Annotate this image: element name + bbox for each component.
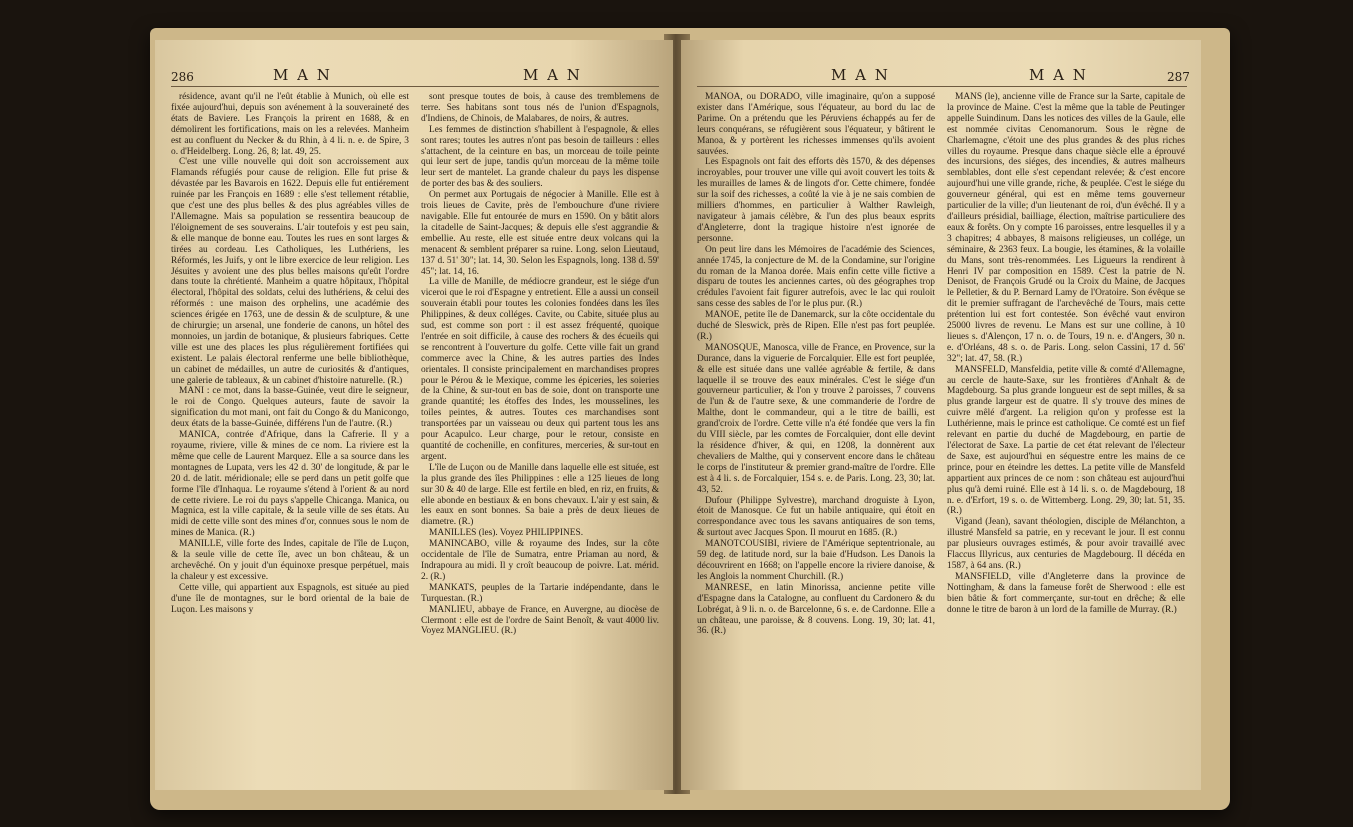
head-rule [697,86,1187,87]
running-head-right: M A N [523,66,582,84]
paragraph: Cette ville, qui appartient aux Espagnols, est située au pied d'une île de montagnes, sur le bord oriental de la baie de Luçon. Les maisons y [171,582,409,615]
page-number: 287 [1167,70,1190,84]
left-page-column-1 [171,92,409,616]
paragraph: MANLIEU, abbaye de France, en Auvergne, au diocèse de Clermont : elle est de l'ordre de Saint Benoît, & vaut 4000 liv. Voyez MANGLIEU. (R.) [421,604,659,637]
paragraph: C'est une ville nouvelle qui doit son accroissement aux Flamands réfugiés pour cause de religion. Elle fut prise & dévastée par les Bavarois en 1622. Depuis elle fut entiérement ruinée par les François en 1689 : elle s'est tellement rétablie, que c'est une des plus belles & des plus agréables villes de l'Allemagne. Mais sa population se ressentira beaucoup de l'éloignement de ses souverains. L'air toutefois y est peu sain, & elle manque de bonne eau. Toutes les rues en sont larges & tirées au cordeau. Les Catholiques, les Luthériens, les Réformés, les Juifs, y ont le libre exercice de leur religion. Les Jésuites y avoient une des plus belles maisons qu'eût l'ordre dans toute la chrétienté. Manheim a quatre hôpitaux, l'hôpital électoral, l'hôpital des soldats, celui des luthériens, & celui des réformés : une maison des orphelins, une académie des sciences érigée en 1763, une de dessin & de sculpture, & une de chirurgie; un arsenal, une fonderie de canons, un hôtel des monnoies, un jardin de botanique, & plusieurs fabriques. Cette ville est une des places les plus régulièrement fortifiées qui existent. Le palais électoral renferme une belle bibliothèque, un cabinet de médailles, un autre de curiosités & d'antiques, une galerie de tableaux, & un cabinet d'histoire naturelle. (R.) [171,157,409,386]
head-rule [171,86,659,87]
running-head-right: M A N [1029,66,1088,84]
paragraph: MANOSQUE, Manosca, ville de France, en Provence, sur la Durance, dans la viguerie de Forcalquier. Elle est fort peuplée, & elle est située dans une vallée agréable & fertile, & dans laquelle il se trouve des eaux minérales. C'est le siége d'un gouverneur particulier, & l'on y trouve 2 paroisses, 7 couvens de l'un & de l'autre sexe, & une commanderie de l'ordre de Malthe, dont le commandeur, qui a le titre de bailli, est grand'croix de l'ordre. Cette ville n'a été fondée que vers la fin du VIII siècle, par les comtes de Forcalquier, dont elle devint la résidence d'hiver, & qui, en 1208, la donnèrent aux chevaliers de Malthe, qui y conservent encore dans le château le corps de l'instituteur & premier grand-maître de l'ordre. Elle est à 4 li. s. de Forcalquier, 154 s. e. de Paris. Long. 23, 30; lat. 43, 52. [697,342,935,495]
paragraph: MANOA, ou DORADO, ville imaginaire, qu'on a supposé exister dans l'Amérique, sous l'équateur, au bord du lac de Parime. On a prétendu que les Péruviens échappés au fer de leurs conquérans, se réfugièrent sous l'équateur, y bâtirent le Manoa, & y portèrent les richesses immenses qu'ils avoient sauvées. [697,92,935,157]
page-number: 286 [171,70,194,84]
paragraph: MANKATS, peuples de la Tartarie indépendante, dans le Turquestan. (R.) [421,582,659,604]
paragraph: MANRESE, en latin Minorissa, ancienne petite ville d'Espagne dans la Catalogne, au confluent du Cardonero & du Lobrégat, à 9 li. n. o. de Barcelonne, 6 s. e. de Cardonne. Elle a un château, une paroisse, & 8 couvens. Long. 19, 30; lat. 41, 36. (R.) [697,582,935,637]
left-page-column-2 [421,92,659,637]
right-page-column-1 [697,92,935,637]
paragraph: résidence, avant qu'il ne l'eût établie à Munich, où elle est fixée aujourd'hui, depuis son avénement à la souveraineté des états de Baviere. Les François la prirent en 1688, & en démolirent les fortifications, mais on les a relevées. Manheim est au confluent du Necker & du Rhin, à 4 li. n. e. de Spire, 3 o. d'Heidelberg. Long. 26, 8; lat. 49, 25. [171,92,409,157]
paragraph: MANOE, petite île de Danemarck, sur la côte occidentale du duché de Sleswick, près de Ripen. Elle n'est pas fort peuplée. (R.) [697,310,935,342]
paragraph: MANILLE, ville forte des Indes, capitale de l'île de Luçon, & la seule ville de cette île, avec un bon château, & un archevêché. On y jouit d'un équinoxe presque perpétuel, mais la chaleur y est excessive. [171,539,409,582]
paragraph: MANINCABO, ville & royaume des Indes, sur la côte occidentale de l'île de Sumatra, entre Priaman au nord, & Indrapoura au midi. Il y croît beaucoup de poivre. Lat. mérid. 2. (R.) [421,539,659,582]
paragraph: Les femmes de distinction s'habillent à l'espagnole, & elles sont rares; toutes les autres n'ont pas besoin de tailleurs : elles s'attachent, de la ceinture en bas, un morceau de toile peinte qui leur sert de jupe, tandis qu'un morceau de la même toile leur sert de mantelet. La grande chaleur du pays les dispense de porter des bas & des souliers. [421,124,659,190]
paragraph: MANSFIELD, ville d'Angleterre dans la province de Nottingham, & dans la fameuse forêt de Sherwood : elle est bien bâtie & fort commerçante, sur-tout en drêche; & elle donne le titre de baron à un lord de la famille de Murray. (R.) [947,571,1185,615]
paragraph: MANS (le), ancienne ville de France sur la Sarte, capitale de la province de Maine. C'est la même que la table de Peutinger appelle Suindinum. Dans les notices des villes de la Gaule, elle est nommée civitas Cenomanorum. Sous le règne de Charlemagne, c'étoit une des plus grandes & des plus riches villes du royaume. Presque dans chaque siècle elle a éprouvé des incursions, des siéges, des incendies, & autres malheurs semblables, dont elle s'est cependant relevée; & c'est encore aujourd'hui une ville grande, riche, & peuplée. C'est le siége du gouverneur général, qui est en même tems gouverneur particulier de la ville; d'un lieutenant de roi, d'un évêché. Il y a d'ailleurs présidial, bailliage, élection, maîtrise particuliere des eaux & forêts. On y compte 16 paroisses, entre lesquelles il y a 3 chapitres; 4 abbayes, 8 maisons religieuses, un collége, un séminaire, & 2363 feux. La bougie, les étamines, & la volaille du Mans, sont très-renommées. Les Ligueurs la rendirent à Henri IV par composition en 1589. C'est la patrie de N. Denisot, de François Grudé ou la Croix du Maine, de Jacques le Pelletier, & du P. Bernard Lamy de l'Oratoire. Son évêque se dit le premier suffragant de l'archevêché de Tours, mais cette prétention lui est fort contestée. Son évêché vaut environ 25000 livres de revenu. Le Mans est sur une colline, à 10 lieues s. d'Alençon, 17 n. o. de Tours, 19 n. e. d'Angers, 30 n. e. d'Orléans, 48 s. o. de Paris. Long. selon Cassini, 17 d. 56' 32"; lat. 47, 58. (R.) [947,92,1185,364]
running-head-left: M A N [831,66,890,84]
paragraph: MANSFELD, Mansfeldia, petite ville & comté d'Allemagne, au cercle de haute-Saxe, sur les frontières d'Anhalt & de Magdebourg. Sa plus grande longueur est de sept milles, & sa plus grande largeur est de quatre. Il s'y trouve des mines de cuivre mêlé d'argent. La religion qu'on y professe est la Luthérienne, mais le prince est catholique. Ce comté est un fief relevant en partie du duché de Magdebourg, en partie de l'électorat de Saxe. La partie de cet état relevant de l'électeur de Saxe, est aujourd'hui en séquestre entre les mains de ce prince, pour en éteindre les dettes. La petite ville de Mansfeld appartient aux princes de ce nom : son château est aujourd'hui plus qu'à demi ruiné. Elle est à 14 li. s. o. de Magdebourg, 18 n. e. d'Erfort, 19 s. o. de Wittemberg. Long. 29, 30; lat. 51, 35. (R.) [947,364,1185,517]
paragraph: MANI : ce mot, dans la basse-Guinée, veut dire le seigneur, le roi de Congo. Quelques auteurs, faute de savoir la signification du mot mani, ont fait du Congo & du Manicongo, deux états de la basse-Guinée, différens l'un de l'autre. (R.) [171,386,409,430]
right-page [681,40,1201,790]
paragraph: La ville de Manille, de médiocre grandeur, est le siége d'un viceroi que le roi d'Espagne y entretient. Elle a aussi un conseil souverain établi pour toutes les colonies fondées dans les îles Philippines, & deux colléges. Cavite, ou Cabite, située plus au sud, est comme son port : il est assez fréquenté, quoique l'entrée en soit difficile, à cause des rochers & des écueils qui se rencontrent à l'ouverture du golfe. Cette ville fait un grand commerce avec la Chine, & les autres parties des Indes orientales. Il consiste principalement en marchandises propres pour le Pérou & le Mexique, comme les épiceries, les soieries de la Chine, & sur-tout en bas de soie, dont on transporte une grande quantité; les étoffes des Indes, les mousselines, les toiles peintes, & autres. Toutes ces marchandises sont transportées par un vaisseau ou deux qui partent tous les ans pour Acapulco. Leur charge, pour le retour, consiste en quantité de cochenille, en confitures, merceries, & sur-tout en argent. [421,277,659,462]
paragraph: sont presque toutes de bois, à cause des tremblemens de terre. Ses habitans sont tous nés de l'union d'Espagnols, d'Indiens, de Chinois, de Malabares, de noirs, & autres. [421,92,659,124]
paragraph: On peut lire dans les Mémoires de l'académie des Sciences, année 1745, la conjecture de M. de la Condamine, sur l'origine du roman de la Manoa dorée. Mais enfin cette ville fictive a disparu de toutes les anciennes cartes, où des géographes trop crédules l'avoient fait figurer autrefois, avec le lac qui rouloit sans cesse des sables de l'or le plus pur. (R.) [697,244,935,310]
paragraph: MANILLES (les). Voyez PHILIPPINES. [429,528,584,539]
paragraph: L'île de Luçon ou de Manille dans laquelle elle est située, est la plus grande des îles Philippines : elle a 125 lieues de long sur 30 & 40 de large. Elle est fertile en bled, en riz, en fruits, & elle abonde en bestiaux & en bons chevaux. L'air y est sain, & les eaux en sont bonnes. Sa baie a près de deux lieues de diametre. (R.) [421,462,659,528]
paragraph: Vigand (Jean), savant théologien, disciple de Mélanchton, a illustré Mansfeld sa patrie, en y recevant le jour. Il est connu par plusieurs ouvrages estimés, & pour avoir travaillé avec Flaccus Illyricus, aux centuries de Magdebourg. Il décéda en 1587, à 64 ans. (R.) [947,517,1185,571]
paragraph: MANOTCOUSIBI, riviere de l'Amérique septentrionale, au 59 deg. de latitude nord, sur la baie d'Hudson. Les Danois la découvrirent en 1668; on l'appelle encore la riviere danoise, & les Anglois la nomment Churchill. (R.) [697,539,935,582]
left-page [155,40,673,790]
paragraph: On permet aux Portugais de négocier à Manille. Elle est à trois lieues de Cavite, près de l'embouchure d'une riviere navigable. Elle fut entourée de murs en 1590. On y bâtit alors la citadelle de Saint-Jacques; & depuis elle s'est aggrandie & embellie. Au reste, elle est située entre deux volcans qui la menacent & semblent préparer sa ruine. Long. selon Lieutaud, 137 d. 51' 30"; lat. 14, 30. Selon les Espagnols, long. 138 d. 59' 45"; lat. 14, 16. [421,190,659,277]
right-page-column-2 [947,92,1185,616]
running-head-left: M A N [273,66,332,84]
paragraph: Les Espagnols ont fait des efforts dès 1570, & des dépenses incroyables, pour trouver une ville qui avoit couvert les toits & les murailles de lames & de lingots d'or. Cette chimere, fondée sur la soif des richesses, a coûté la vie à je ne sais combien de milliers d'hommes, en particulier à Walther Rawleigh, navigateur à jamais célèbre, & l'un des plus beaux esprits d'Angleterre, dont la tragique histoire n'est ignorée de personne. [697,157,935,244]
paragraph: Dufour (Philippe Sylvestre), marchand droguiste à Lyon, étoit de Manosque. Ce fut un habile antiquaire, qui étoit en correspondance avec tous les savans antiquaires de son tems, & surtout avec Jacques Spon. Il mourut en 1685. (R.) [697,495,935,539]
paragraph: MANICA, contrée d'Afrique, dans la Cafrerie. Il y a royaume, riviere, ville & mines de ce nom. La riviere est la même que celle de Laurent Marquez. Elle a sa source dans les montagnes de Lupata, vers les 42 d. 30' de longitude, & par le 20 d. de latit. méridionale; elle se perd dans un petit golfe que forme l'île d'Inhaqua. Le royaume s'étend à l'orient & au nord de cette riviere. Le roi du pays s'appelle Chicanga. Manica, ou Magnica, est la ville capitale, & la seule ville de ses états. Au midi de cette ville sont des mines d'or, connues sous le nom de mines de Manica. (R.) [171,430,409,539]
